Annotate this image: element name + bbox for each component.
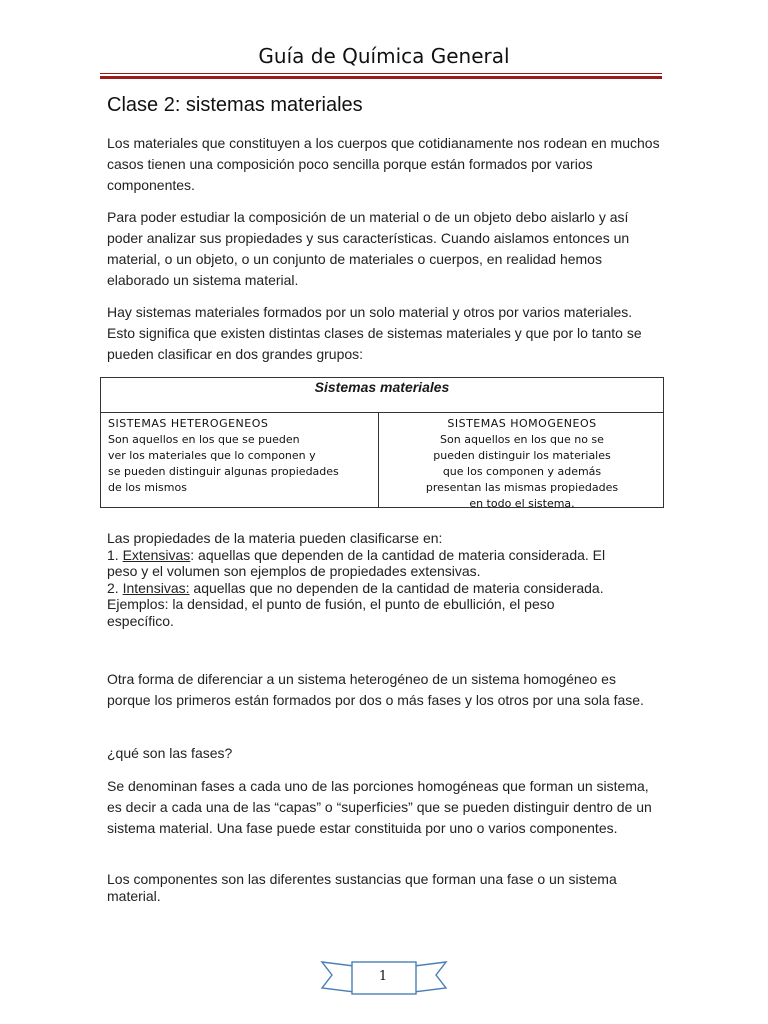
table-divider-vertical: [378, 412, 379, 508]
section-title: Clase 2: sistemas materiales: [107, 94, 363, 116]
table-divider-horizontal: [101, 412, 663, 413]
table-caption: Sistemas materiales: [314, 379, 450, 395]
heterogeneos-line: Son aquellos en los que se pueden: [108, 433, 300, 446]
paragraph-componentes: Los componentes son las diferentes sustancias que forman una fase o un sistema material.: [107, 871, 617, 904]
paragraph-fases-definicion: Se denominan fases a cada uno de las porciones homogéneas que forman un sistema, es decir a cada una de las “capas” o “superficies” que se pueden distinguir dentro de un sistema material. Una fase puede estar constituida por uno o varios componentes.: [107, 778, 652, 836]
cell-heterogeneos: [108, 416, 374, 496]
propiedad-extensivas: 1. Extensivas: aquellas que dependen de la cantidad de materia considerada. El: [107, 546, 606, 563]
homogeneos-line: presentan las mismas propiedades: [425, 481, 619, 494]
propiedad-intensivas: 2. Intensivas: aquellas que no dependen de la cantidad de materia considerada.: [107, 579, 604, 596]
question-fases: ¿qué son las fases?: [107, 745, 233, 761]
page-header-title: Guía de Química General: [258, 44, 510, 68]
paragraph-fases-diferencia: Otra forma de diferenciar a un sistema heterogéneo de un sistema homogéneo es porque los primeros están formados por dos o más fases y los otros por una sola fase.: [107, 671, 644, 708]
homogeneos-line: que los componen y además: [442, 465, 602, 478]
heading-homogeneos: SISTEMAS HOMOGENEOS: [447, 417, 597, 430]
sistemas-materiales-table: [100, 377, 664, 508]
homogeneos-line: pueden distinguir los materiales: [433, 449, 611, 462]
paragraph-clasificacion: Hay sistemas materiales formados por un solo material y otros por varios materiales. Esto significa que existen distintas clases de sistemas materiales y que por lo tanto se pueden clasificar en dos grandes grupos:: [107, 304, 642, 362]
header-rule-thin: [100, 73, 662, 74]
homogeneos-line: Son aquellos en los que no se: [440, 433, 604, 446]
heterogeneos-line: de los mismos: [108, 481, 187, 494]
propiedades-intro: Las propiedades de la materia pueden clasificarse en:: [107, 530, 443, 546]
homogeneos-line: en todo el sistema.: [469, 497, 575, 510]
cell-homogeneos: [383, 416, 661, 512]
heading-heterogeneos: SISTEMAS HETEROGENEOS: [108, 417, 269, 430]
propiedad-intensivas-cont: Ejemplos: la densidad, el punto de fusión, el punto de ebullición, el peso: [107, 596, 555, 612]
heterogeneos-line: se pueden distinguir algunas propiedades: [108, 465, 339, 478]
paragraph-intro: Los materiales que constituyen a los cuerpos que cotidianamente nos rodean en muchos casos tienen una composición poco sencilla porque están formados por varios componentes.: [107, 135, 660, 193]
propiedad-extensivas-cont: peso y el volumen son ejemplos de propiedades extensivas.: [107, 563, 481, 579]
header-rule-thick: [100, 76, 662, 79]
paragraph-aislar: Para poder estudiar la composición de un material o de un objeto debo aislarlo y así poder analizar sus propiedades y sus características. Cuando aislamos entonces un material, o un objeto, o un conjunto de materiales o cuerpos, en realidad hemos elaborado un sistema material.: [107, 209, 630, 288]
heterogeneos-line: ver los materiales que lo componen y: [108, 449, 316, 462]
propiedad-intensivas-cont2: específico.: [107, 612, 174, 629]
term-extensivas: Extensivas: [122, 546, 191, 563]
term-intensivas: Intensivas:: [122, 579, 190, 596]
page-number: 1: [378, 969, 388, 984]
propiedades-block: [107, 530, 667, 629]
